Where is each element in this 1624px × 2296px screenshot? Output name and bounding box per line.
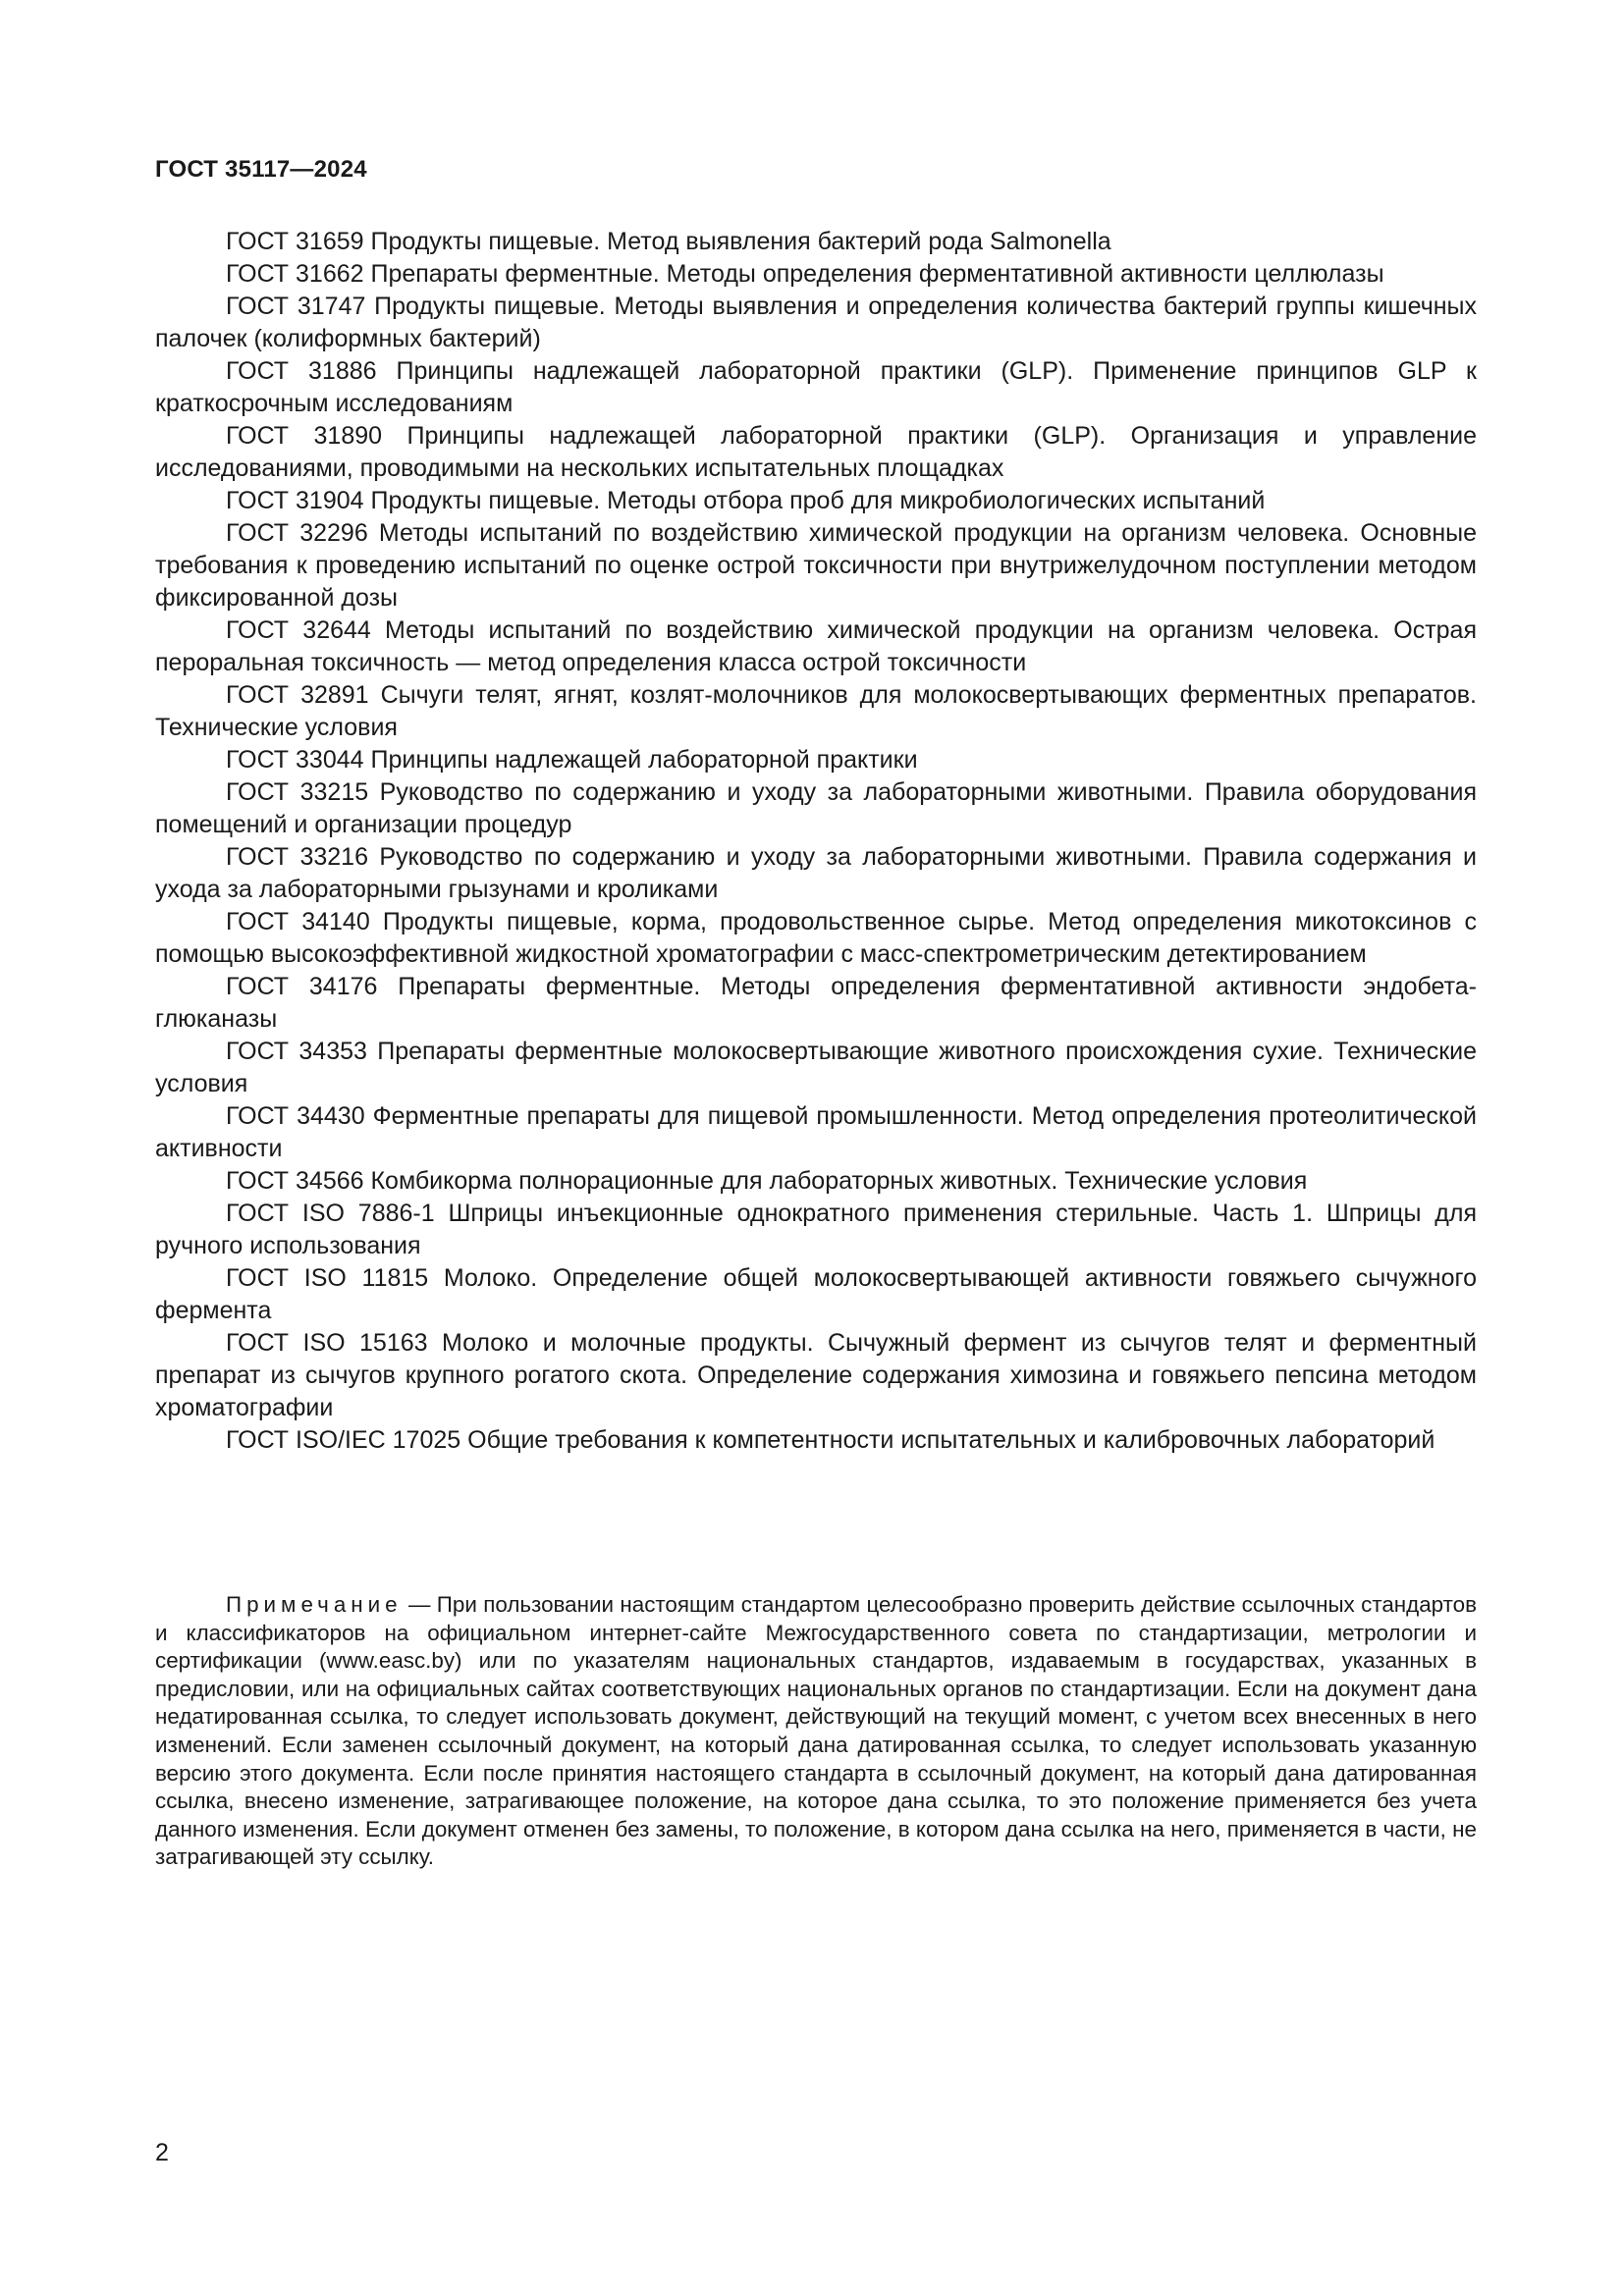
reference-item: ГОСТ 34566 Комбикорма полнорационные для лабораторных животных. Технические условия xyxy=(226,1167,1308,1195)
reference-item: ГОСТ 34140 Продукты пищевые, корма, продовольственное сырье. Метод определения микотоксинов с помощью высокоэффективной жидкостной хроматографии с масс-спектрометрическим детектированием xyxy=(155,908,1477,968)
reference-item: ГОСТ 32296 Методы испытаний по воздействию химической продукции на организм человека. Основные требования к проведению испытаний по оценке острой токсичности при внутрижелудочном поступлении методом фиксированной дозы xyxy=(155,519,1477,612)
reference-item: ГОСТ 34353 Препараты ферментные молокосвертывающие животного происхождения сухие. Технические условия xyxy=(155,1038,1477,1097)
reference-item: ГОСТ 33216 Руководство по содержанию и уходу за лабораторными животными. Правила содержания и ухода за лабораторными грызунами и кроликами xyxy=(155,843,1477,903)
reference-item: ГОСТ 33215 Руководство по содержанию и уходу за лабораторными животными. Правила оборудования помещений и организации процедур xyxy=(155,778,1477,838)
reference-item: ГОСТ ISO 7886-1 Шприцы инъекционные однократного применения стерильные. Часть 1. Шприцы для ручного использования xyxy=(155,1200,1477,1259)
reference-item: ГОСТ ISO 15163 Молоко и молочные продукты. Сычужный фермент из сычугов телят и ферментный препарат из сычугов крупного рогатого скота. Определение содержания химозина и говяжьего пепсина методом хроматографии xyxy=(155,1329,1477,1421)
reference-item: ГОСТ 34176 Препараты ферментные. Методы определения ферментативной активности эндобета-глюканазы xyxy=(155,973,1477,1033)
reference-item: ГОСТ ISO/IEC 17025 Общие требования к компетентности испытательных и калибровочных лабораторий xyxy=(226,1426,1435,1454)
reference-item: ГОСТ 31659 Продукты пищевые. Метод выявления бактерий рода Salmonella xyxy=(226,228,1111,255)
reference-item: ГОСТ 31662 Препараты ферментные. Методы определения ферментативной активности целлюлазы xyxy=(226,260,1384,288)
note-paragraph xyxy=(155,1591,1477,1872)
document-header: ГОСТ 35117—2024 xyxy=(155,156,367,183)
page-number: 2 xyxy=(155,2139,169,2166)
reference-item: ГОСТ 31886 Принципы надлежащей лабораторной практики (GLP). Применение принципов GLP к краткосрочным исследованиям xyxy=(155,357,1477,417)
reference-item: ГОСТ 33044 Принципы надлежащей лабораторной практики xyxy=(226,746,918,774)
reference-item: ГОСТ 32644 Методы испытаний по воздействию химической продукции на организм человека. Острая пероральная токсичность — метод определения класса острой токсичности xyxy=(155,616,1477,676)
reference-item: ГОСТ 34430 Ферментные препараты для пищевой промышленности. Метод определения протеолитической активности xyxy=(155,1102,1477,1162)
note-text: — При пользовании настоящим стандартом целесообразно проверить действие ссылочных стандартов и классификаторов на официальном интернет-сайте Межгосударственного совета по стандартизации, метрологии и сертификации (www.easc.by) или по указателям национальных стандартов, издаваемым в государствах, указанных в предисловии, или на официальных сайтах соответствующих национальных органов по стандартизации. Если на документ дана недатированная ссылка, то следует использовать документ, действующий на текущий момент, с учетом всех внесенных в него изменений. Если заменен ссылочный документ, на который дана датированная ссылка, то следует использовать указанную версию этого документа. Если после принятия настоящего стандарта в ссылочный документ, на который дана датированная ссылка, внесено изменение, затрагивающее положение, на которое дана ссылка, то это положение применяется без учета данного изменения. Если документ отменен без замены, то положение, в котором дана ссылка на него, применяется в части, не затрагивающей эту ссылку. xyxy=(155,1592,1477,1870)
normative-references-list xyxy=(155,226,1477,1457)
reference-item: ГОСТ 31904 Продукты пищевые. Методы отбора проб для микробиологических испытаний xyxy=(226,487,1266,514)
note-label: Примечание xyxy=(226,1592,403,1617)
reference-item: ГОСТ ISO 11815 Молоко. Определение общей молокосвертывающей активности говяжьего сычужного фермента xyxy=(155,1264,1477,1324)
reference-item: ГОСТ 31747 Продукты пищевые. Методы выявления и определения количества бактерий группы кишечных палочек (колиформных бактерий) xyxy=(155,293,1477,352)
reference-item: ГОСТ 32891 Сычуги телят, ягнят, козлят-молочников для молокосвертывающих ферментных препаратов. Технические условия xyxy=(155,681,1477,741)
reference-item: ГОСТ 31890 Принципы надлежащей лабораторной практики (GLP). Организация и управление исследованиями, проводимыми на нескольких испытательных площадках xyxy=(155,422,1477,482)
